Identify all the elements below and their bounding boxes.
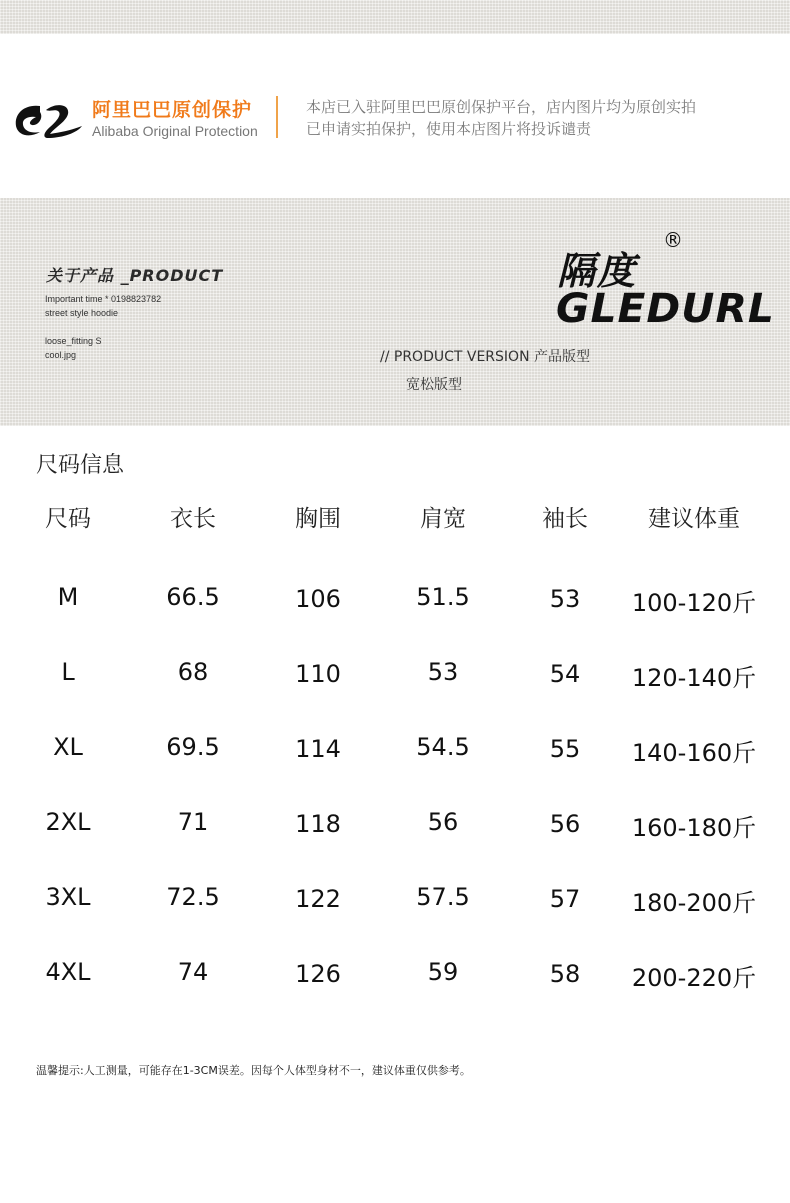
table-cell: 122 — [295, 885, 341, 913]
table-cell: 110 — [295, 660, 341, 688]
table-cell: 120-140斤 — [631, 664, 757, 692]
about-product-title: 关于产品 _PRODUCT — [46, 266, 224, 285]
size-table-header — [0, 500, 790, 575]
table-row — [0, 575, 790, 650]
table-cell: 54 — [549, 660, 581, 688]
brand-logo-en: GLEDURL — [556, 286, 775, 332]
measurement-tip: 温馨提示:人工测量，可能存在1-3CM误差。因每个人体型身材不一，建议体重仅供参考。 — [36, 1064, 471, 1077]
header-cell: 袖长 — [542, 506, 588, 532]
table-cell: 114 — [295, 735, 341, 763]
alibaba-e-logo-icon — [10, 96, 84, 142]
protection-subtitle: Alibaba Original Protection — [92, 123, 258, 139]
table-cell: 59 — [427, 958, 459, 986]
table-cell: 100-120斤 — [631, 589, 757, 617]
header-cell: 尺码 — [45, 506, 91, 532]
table-cell: 4XL — [45, 958, 91, 986]
protection-notice-line: 本店已入驻阿里巴巴原创保护平台，店内图片均为原创实拍 — [306, 98, 697, 116]
table-cell: M — [57, 583, 79, 611]
product-meta-line: loose_fitting S — [45, 336, 102, 346]
table-cell: 51.5 — [416, 583, 470, 611]
table-cell: 160-180斤 — [631, 814, 757, 842]
table-cell: 68 — [177, 658, 209, 686]
product-meta-line: street style hoodie — [45, 308, 119, 318]
table-row — [0, 800, 790, 875]
size-info-title: 尺码信息 — [36, 453, 125, 478]
table-cell: XL — [53, 733, 83, 761]
table-cell: 53 — [549, 585, 581, 613]
table-cell: 74 — [177, 958, 209, 986]
table-row — [0, 875, 790, 950]
table-cell: 55 — [549, 735, 581, 763]
header-cell: 建议体重 — [648, 506, 740, 532]
table-cell: 106 — [295, 585, 341, 613]
table-cell: 72.5 — [166, 883, 220, 911]
table-cell: 53 — [427, 658, 459, 686]
table-cell: 118 — [295, 810, 341, 838]
table-cell: 69.5 — [166, 733, 220, 761]
protection-notice-line: 已申请实拍保护，使用本店图片将投诉谴责 — [306, 120, 592, 138]
table-cell: 140-160斤 — [631, 739, 757, 767]
table-cell: 56 — [427, 808, 459, 836]
table-cell: 66.5 — [166, 583, 220, 611]
table-cell: 3XL — [45, 883, 91, 911]
protection-notice — [306, 96, 776, 140]
table-cell: 180-200斤 — [631, 889, 757, 917]
table-cell: 54.5 — [416, 733, 470, 761]
table-row — [0, 650, 790, 725]
size-table — [0, 500, 790, 1025]
table-cell: 126 — [295, 960, 341, 988]
product-version-value: 宽松版型 — [406, 377, 462, 393]
table-cell: 57.5 — [416, 883, 470, 911]
protection-divider — [276, 96, 278, 138]
table-cell: 71 — [177, 808, 209, 836]
top-texture-strip — [0, 0, 790, 34]
table-cell: 56 — [549, 810, 581, 838]
product-version-label: // PRODUCT VERSION 产品版型 — [380, 349, 590, 365]
product-meta-line: cool.jpg — [45, 350, 77, 360]
table-cell: 57 — [549, 885, 581, 913]
header-cell: 肩宽 — [420, 506, 466, 532]
header-cell: 衣长 — [170, 506, 216, 532]
table-row — [0, 950, 790, 1025]
table-row — [0, 725, 790, 800]
header-cell: 胸围 — [295, 506, 341, 532]
table-cell: 200-220斤 — [631, 964, 757, 992]
table-cell: L — [61, 658, 75, 686]
registered-mark: ® — [663, 228, 683, 252]
protection-title: 阿里巴巴原创保护 — [92, 99, 253, 121]
brand-logo-cn: 隔度 — [557, 249, 638, 293]
table-cell: 2XL — [45, 808, 91, 836]
table-cell: 58 — [549, 960, 581, 988]
product-meta-line: Important time * 0198823782 — [45, 294, 162, 304]
